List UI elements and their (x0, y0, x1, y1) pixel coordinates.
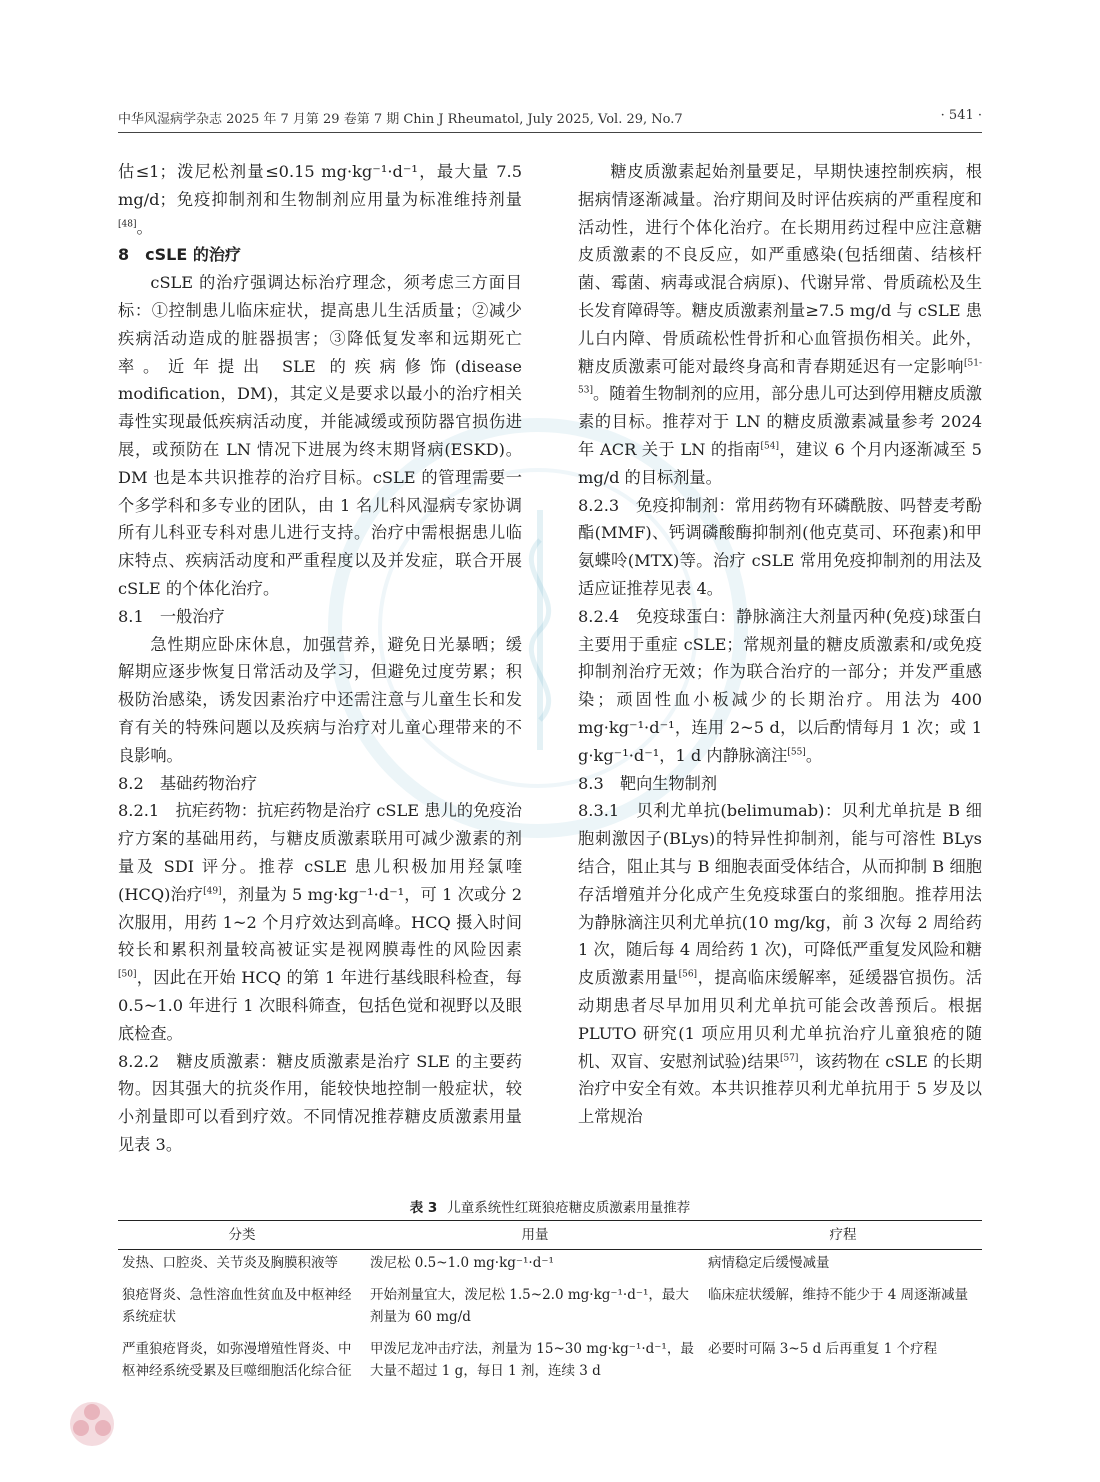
citation-ref: [54] (760, 441, 779, 452)
table-row (118, 1336, 982, 1390)
table-header-cell: 疗程 (704, 1221, 982, 1250)
journal-citation: 中华风湿病学杂志 2025 年 7 月第 29 卷第 7 期 Chin J Rheumatol, July 2025, Vol. 29, No.7 (118, 112, 683, 127)
paragraph (118, 269, 522, 603)
citation-ref: [56] (678, 969, 698, 980)
text-run: 估≤1；泼尼松剂量≤0.15 mg·kg⁻¹·d⁻¹，最大量 7.5 mg/d；免疫抑制剂和生物制剂应用量为标准维持剂量 (118, 162, 522, 209)
citation-ref: [48] (118, 219, 137, 230)
citation-ref: [49] (203, 886, 222, 897)
paragraph (578, 797, 982, 1131)
table-label: 表 3 (409, 1200, 438, 1216)
text-run: 。 (805, 745, 823, 765)
table-row (118, 1250, 982, 1283)
citation-ref: [55] (787, 747, 806, 758)
text-run: 。 (136, 217, 153, 237)
text-run: ，剂量为 5 mg·kg⁻¹·d⁻¹，可 1 次或分 2 次服用，用药 1~2 个月疗效达到高峰。HCQ 摄入时间较长和累积剂量较高被证实是视网膜毒性的风险因素 (118, 884, 523, 960)
text-run: 8.3.1 贝利尤单抗(belimumab)：贝利尤单抗是 B 细胞刺激因子(BLys)的特异性抑制剂，能与可溶性 BLys 结合，阻止其与 B 细胞表面受体结合，从而抑制 B 细胞存活增殖并分化成产生免疫球蛋白的浆细胞。推荐用法为静脉滴注贝利尤单抗(10 mg/kg，前 3 次每 2 周给药 1 次，随后每 4 周给药 1 次)，可降低严重复发风险和糖皮质激素用量 (578, 801, 982, 988)
section-heading (118, 241, 522, 269)
citation-ref: [57] (779, 1053, 799, 1064)
text-run: 8.2.3 免疫抑制剂：常用药物有环磷酰胺、吗替麦考酚酯(MMF)、钙调磷酸酶抑制剂(他克莫司、环孢素)和甲氨蝶呤(MTX)等。治疗 cSLE 常用免疫抑制剂的用法及适应证推荐见表 4。 (578, 495, 982, 598)
paragraph (118, 158, 522, 241)
right-column (578, 158, 982, 1131)
text-run: cSLE 的治疗强调达标治疗理念，须考虑三方面目标：①控制患儿临床症状，提高患儿生活质量；②减少疾病活动造成的脏器损害；③降低复发率和远期死亡率。近年提出 SLE 的疾病修饰(disease modification，DM)，其定义是要求以最小的治疗相关毒性实现最低疾病活动度，并能减缓或预防器官损伤进展，或预防在 LN 情况下进展为终末期肾病(ESKD)。DM 也是本共识推荐的治疗目标。cSLE 的管理需要一个多学科和多专业的团队，由 1 名儿科风湿病专家协调所有儿科亚专科对患儿进行支持。治疗中需根据患儿临床特点、疾病活动度和严重程度以及并发症，联合开展 cSLE 的个体化治疗。 (118, 273, 522, 598)
text-run: ，该药物在 cSLE 的长期治疗中安全有效。本共识推荐贝利尤单抗用于 5 岁及以上常规治 (578, 1051, 982, 1127)
table-cell: 发热、口腔炎、关节炎及胸膜积液等 (122, 1255, 338, 1271)
table-cell: 泼尼松 0.5~1.0 mg·kg⁻¹·d⁻¹ (370, 1255, 554, 1271)
paragraph (578, 603, 982, 770)
text-run: 急性期应卧床休息，加强营养，避免日光暴晒；缓解期应逐步恢复日常活动及学习，但避免过度劳累；积极防治感染，诱发因素治疗中还需注意与儿童生长和发育有关的特殊问题以及疾病与治疗对儿童心理带来的不良影响。 (118, 634, 522, 765)
text-run: 8.2.4 免疫球蛋白：静脉滴注大剂量丙种(免疫)球蛋白主要用于重症 cSLE；常规剂量的糖皮质激素和/或免疫抑制剂治疗无效；作为联合治疗的一部分；并发严重感染；顽固性血小板减少的长期治疗。用法为 400 mg·kg⁻¹·d⁻¹，连用 2~5 d，以后酌情每月 1 次；或 1 g·kg⁻¹·d⁻¹，1 d 内静脉滴注 (578, 606, 982, 765)
paragraph (118, 603, 522, 631)
paragraph (578, 492, 982, 603)
text-run: ，因此在开始 HCQ 的第 1 年进行基线眼科检查，每 0.5~1.0 年进行 1 次眼科筛查，包括色觉和视野以及眼底检查。 (118, 968, 522, 1043)
paragraph (118, 770, 522, 798)
table-cell: 严重狼疮肾炎，如弥漫增殖性肾炎、中枢神经系统受累及巨噬细胞活化综合征 (122, 1341, 352, 1379)
table-caption (118, 1196, 982, 1216)
text-run: ，提高临床缓解率，延缓器官损伤。活动期患者尽早加用贝利尤单抗可能会改善预后。根据 PLUTO 研究(1 项应用贝利尤单抗治疗儿童狼疮的随机、双盲、安慰剂试验)结果 (578, 968, 983, 1071)
table-header-cell: 分类 (118, 1221, 366, 1250)
citation-ref: [51-53] (578, 358, 982, 396)
paragraph (118, 1048, 522, 1159)
table-cell: 甲泼尼龙冲击疗法，剂量为 15~30 mg·kg⁻¹·d⁻¹，最大量不超过 1 g，每日 1 剂，连续 3 d (370, 1341, 694, 1379)
text-run: 8.1 一般治疗 (118, 606, 225, 626)
table-title: 儿童系统性红斑狼疮糖皮质激素用量推荐 (447, 1200, 691, 1216)
table-cell: 狼疮肾炎、急性溶血性贫血及中枢神经系统症状 (122, 1287, 352, 1325)
table-header-cell: 用量 (366, 1221, 704, 1250)
text-run: 糖皮质激素起始剂量要足，早期快速控制疾病，根据病情逐渐减量。治疗期间及时评估疾病的严重程度和活动性，进行个体化治疗。在长期用药过程中应注意糖皮质激素的不良反应，如严重感染(包括细菌、结核杆菌、霉菌、病毒或混合病原)、代谢异常、骨质疏松及生长发育障碍等。糖皮质激素剂量≥7.5 mg/d 与 cSLE 患儿白内障、骨质疏松性骨折和心血管损伤相关。此外，糖皮质激素可能对最终身高和青春期延迟有一定影响 (578, 162, 982, 376)
table-row (118, 1282, 982, 1336)
text-run: 。随着生物制剂的应用，部分患儿可达到停用糖皮质激素的目标。推荐对于 LN 的糖皮质激素减量参考 2024 年 ACR 关于 LN 的指南 (578, 384, 982, 459)
page-number: · 541 · (940, 108, 982, 123)
table-cell: 临床症状缓解，维持不能少于 4 周逐渐减量 (708, 1287, 969, 1303)
citation-ref: [50] (118, 969, 137, 980)
publisher-watermark (130, 1404, 136, 1425)
text-run: ，建议 6 个月内逐渐减至 5 mg/d 的目标剂量。 (578, 439, 982, 487)
table-cell: 病情稳定后缓慢减量 (708, 1255, 830, 1271)
paragraph (578, 770, 982, 798)
header-rule (118, 132, 982, 133)
table-cell: 必要时可隔 3~5 d 后再重复 1 个疗程 (708, 1341, 938, 1357)
table-cell: 开始剂量宜大，泼尼松 1.5~2.0 mg·kg⁻¹·d⁻¹，最大剂量为 60 mg/d (370, 1287, 689, 1325)
dosage-table (118, 1220, 982, 1390)
left-column (118, 158, 522, 1159)
publisher-logo-icon (66, 1398, 118, 1450)
page-header (118, 108, 982, 127)
text-run: 8 cSLE 的治疗 (118, 245, 241, 265)
paragraph (118, 797, 522, 1047)
text-run: 8.2.2 糖皮质激素：糖皮质激素是治疗 SLE 的主要药物。因其强大的抗炎作用，能较快地控制一般症状，较小剂量即可以看到疗效。不同情况推荐糖皮质激素用量见表 3。 (118, 1051, 522, 1154)
text-run: 8.2.1 抗疟药物：抗疟药物是治疗 cSLE 患儿的免疫治疗方案的基础用药，与糖皮质激素联用可减少激素的剂量及 SDI 评分。推荐 cSLE 患儿积极加用羟氯喹(HCQ)治疗 (118, 801, 522, 904)
text-run: 8.2 基础药物治疗 (118, 773, 258, 793)
text-run: 8.3 靶向生物制剂 (578, 773, 718, 793)
paragraph (578, 158, 982, 492)
paragraph (118, 631, 522, 770)
